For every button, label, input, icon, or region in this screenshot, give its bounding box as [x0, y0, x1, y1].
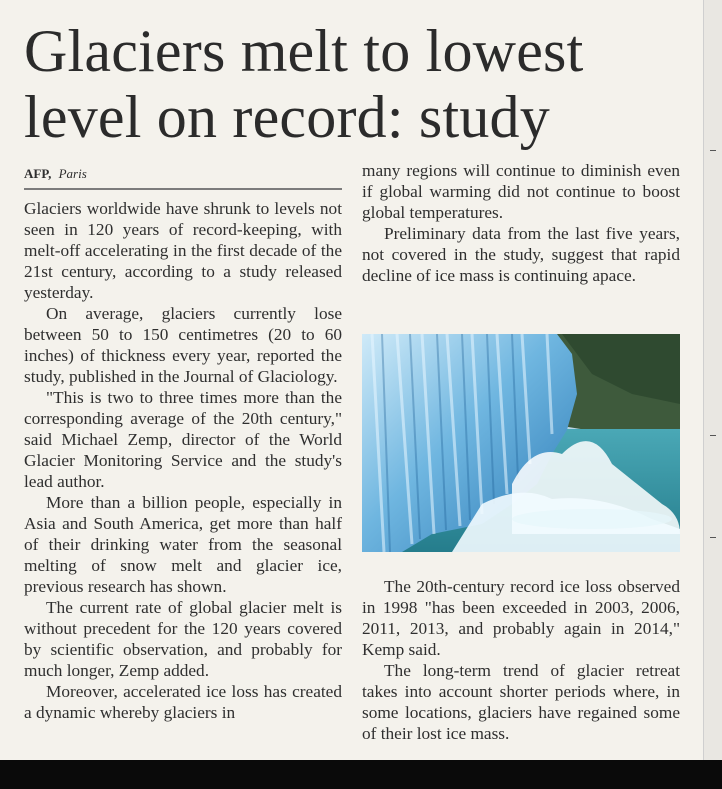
paragraph: More than a billion people, especially in Asia and South America, get more than half of their drinking water from the seasonal melting of snow melt and glacier ice, previous research has shown.	[24, 493, 342, 596]
left-column	[24, 198, 342, 723]
paragraph: The long-term trend of glacier retreat takes into account shorter periods where, in some locations, glaciers have regained some of their lost ice mass.	[362, 661, 680, 743]
margin-mark	[710, 435, 716, 436]
margin-mark	[710, 150, 716, 151]
byline-agency: AFP,	[24, 166, 52, 181]
adjacent-page-edge	[704, 0, 722, 760]
scan-border	[0, 760, 722, 789]
paragraph: Preliminary data from the last five years, not covered in the study, suggest that rapid decline of ice mass is continuing apace.	[362, 224, 680, 285]
right-column-top	[362, 160, 680, 286]
paragraph: Glaciers worldwide have shrunk to levels not seen in 120 years of record-keeping, with melt-off accelerating in the first decade of the 21st century, according to a study released yesterday.	[24, 199, 342, 302]
paragraph: Moreover, accelerated ice loss has created a dynamic whereby glaciers in	[24, 682, 342, 722]
paragraph: The 20th-century record ice loss observed in 1998 "has been exceeded in 2003, 2006, 2011, 2013, and probably again in 2014," Kemp said.	[362, 577, 680, 659]
margin-mark	[710, 537, 716, 538]
byline	[24, 166, 342, 190]
paragraph: The current rate of global glacier melt is without precedent for the 120 years covered by scientific observation, and probably for much longer, Zemp added.	[24, 598, 342, 680]
paragraph: many regions will continue to diminish even if global warming did not continue to boost global temperatures.	[362, 161, 680, 222]
paragraph: "This is two to three times more than the corresponding average of the 20th century," said Michael Zemp, director of the World Glacier Monitoring Service and the study's lead author.	[24, 388, 342, 491]
glacier-photo	[362, 334, 680, 552]
headline: Glaciers melt to lowest level on record: study	[24, 18, 584, 150]
paragraph: On average, glaciers currently lose between 50 to 150 centimetres (20 to 60 inches) of thickness every year, reported the study, published in the Journal of Glaciology.	[24, 304, 342, 386]
byline-place: Paris	[58, 166, 87, 181]
right-column-bottom	[362, 576, 680, 744]
